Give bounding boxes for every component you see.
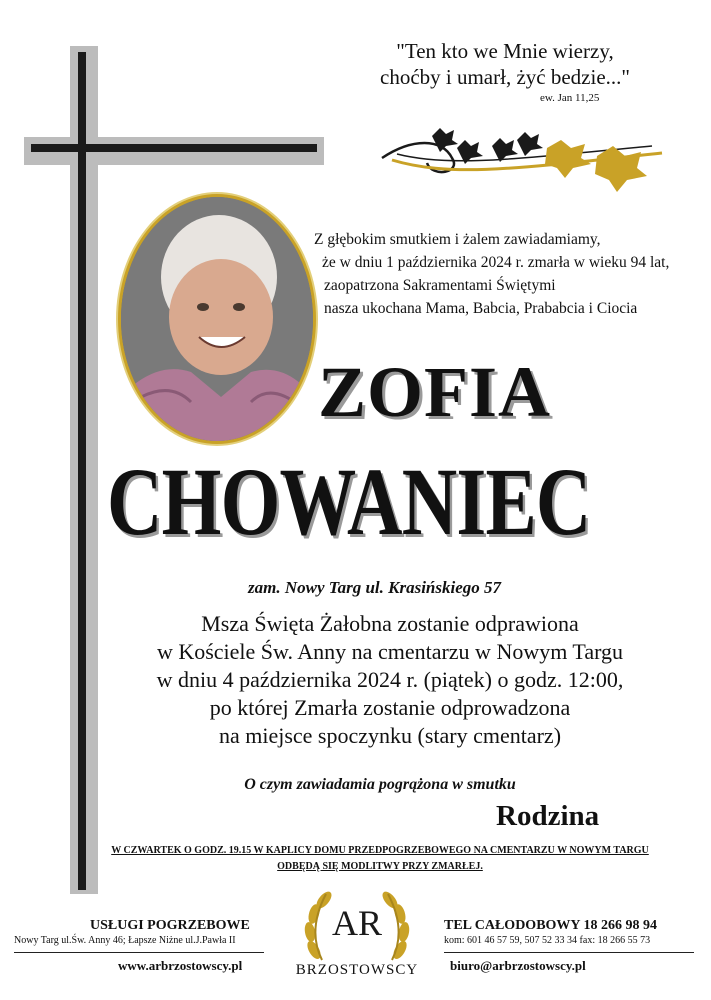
website-link[interactable]: www.arbrzostowscy.pl xyxy=(118,958,243,973)
funeral-service-address: Nowy Targ ul.Św. Anny 46; Łapsze Niżne ul.J.Pawła II xyxy=(14,935,236,946)
deceased-first-name: ZOFIA xyxy=(318,352,552,432)
quote-reference: ew. Jan 11,25 xyxy=(540,92,600,104)
family-signature: Rodzina xyxy=(496,800,600,832)
mass-line-4: po której Zmarła zostanie odprowadzona xyxy=(209,695,571,720)
mass-line-3: w dniu 4 października 2024 r. (piątek) o godz. 12:00, xyxy=(156,667,624,692)
deceased-address: zam. Nowy Targ ul. Krasińskiego 57 xyxy=(248,578,501,597)
logo-monogram: AR xyxy=(332,903,383,943)
phone-24h: TEL CAŁODOBOWY 18 266 98 94 xyxy=(444,918,658,933)
cross-vertical-beam xyxy=(78,52,86,890)
vigil-notice xyxy=(110,843,650,875)
phone-numbers: kom: 601 46 57 59, 507 52 33 34 fax: 18 266 55 73 xyxy=(444,935,651,946)
footer-divider-left xyxy=(14,952,264,953)
portrait-image xyxy=(121,197,313,441)
email-link[interactable]: biuro@arbrzostowscy.pl xyxy=(450,958,586,973)
footer-divider-right xyxy=(444,952,694,953)
bible-quote xyxy=(350,38,660,90)
deceased-portrait xyxy=(118,194,316,444)
mass-line-1: Msza Święta Żałobna zostanie odprawiona xyxy=(201,611,579,636)
intro-line-3: zaopatrzona Sakramentami Świętymi xyxy=(324,277,556,294)
mass-line-2: w Kościele Św. Anny na cmentarzu w Nowym Targu xyxy=(156,639,624,664)
intro-line-1: Z głębokim smutkiem i żalem zawiadamiamy, xyxy=(314,231,601,248)
quote-line-2: choćby i umarł, żyć bedzie..." xyxy=(380,65,630,89)
leaf-ornament-icon xyxy=(372,118,672,198)
vigil-line-2: ODBĘDĄ SIĘ MODLITWY PRZY ZMARŁEJ. xyxy=(277,861,483,872)
quote-line-1: "Ten kto we Mnie wierzy, xyxy=(396,39,614,63)
logo-company-name: BRZOSTOWSCY xyxy=(295,962,419,978)
mass-line-5: na miejsce spoczynku (stary cmentarz) xyxy=(218,723,562,748)
mourners-note: O czym zawiadamia pogrążona w smutku xyxy=(244,776,516,793)
cross-horizontal-beam xyxy=(31,144,317,152)
funeral-mass-details xyxy=(100,610,680,750)
deceased-last-name: CHOWANIEC xyxy=(107,448,591,555)
announcement-intro xyxy=(314,228,684,320)
intro-line-4: nasza ukochana Mama, Babcia, Prababcia i Ciocia xyxy=(324,300,638,317)
funeral-service-title: USŁUGI POGRZEBOWE xyxy=(90,918,250,933)
vigil-line-1: W CZWARTEK O GODZ. 19.15 W KAPLICY DOMU PRZEDPOGRZEBOWEGO NA CMENTARZU W NOWYM TARGU xyxy=(111,845,649,856)
intro-line-2: że w dniu 1 października 2024 r. zmarła w wieku 94 lat, xyxy=(322,254,670,271)
